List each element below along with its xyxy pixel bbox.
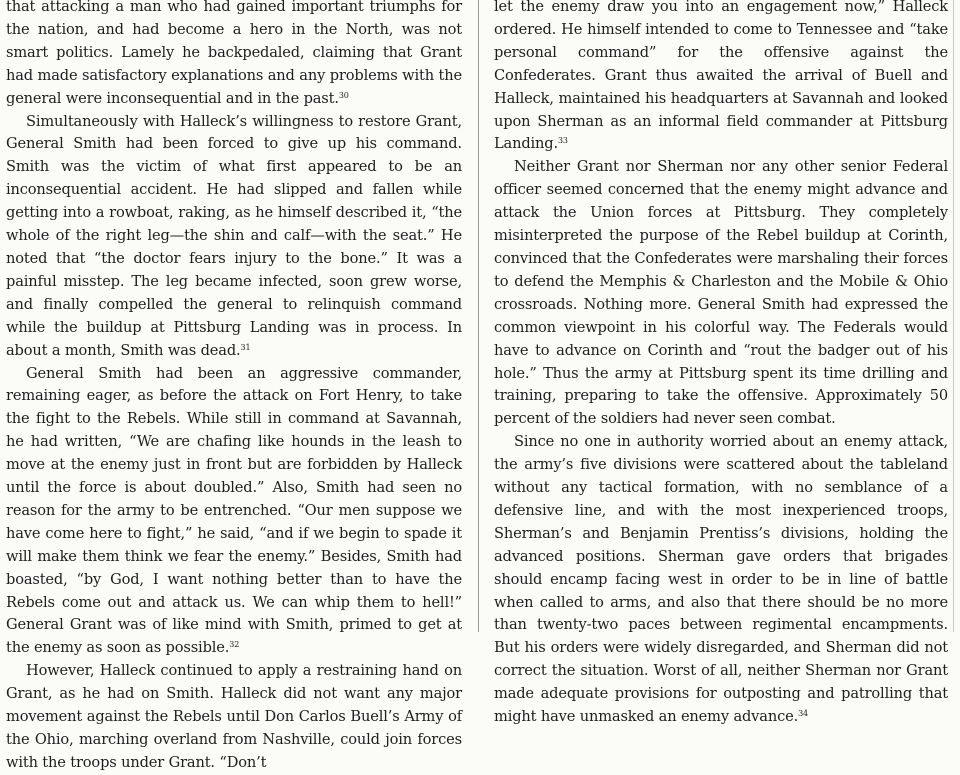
footnote-ref: 30 [338,90,349,100]
right-column [494,0,948,729]
footnote-ref: 34 [798,709,808,719]
page-edge [953,0,954,632]
paragraph: let the enemy draw you into an engagement now,” Halleck ordered. He himself intended to come to Tennessee and “take personal command” for the offensive against the Confederates. Grant thus awaited the arrival of Buell and Halleck, maintained his headquarters at Savannah and looked upon Sherman as an informal field commander at Pittsburg Landing.$^{33}$ [494,0,948,153]
footnote-ref: 33 [557,136,568,146]
paragraph: General Smith had been an aggressive commander, remaining eager, as before the attack on Fort Henry, to take the fight to the Rebels. While still in command at Savannah, he had written, “We are chafing like hounds in the leash to move at the enemy just in front but are forbidden by Halleck until the force is about doubled.” Also, Smith had seen no reason for the army to be entrenched. “Our men suppose we have come here to fight,” he said, “and if we begin to spade it will make them think we fear the enemy.” Besides, Smith had boasted, “by God, I want nothing better than to have the Rebels come out and attack us. We can whip them to hell!” General Grant was of like mind with Smith, primed to get at the enemy as soon as possible.$^{32}$ [6,364,462,657]
paragraph: that attacking a man who had gained important triumphs for the nation, and had become a hero in the North, was not smart politics. Lamely he backpedaled, claiming that Grant had made satisfactory explanations and any problems with the general were inconsequential and in the past.$^{30}$ [6,0,462,107]
paragraph: However, Halleck continued to apply a restraining hand on Grant, as he had on Smith. Halleck did not want any major movement against the Rebels until Don Carlos Buell’s Army of the Ohio, marching overland from Nashville, could join forces with the troops under Grant. “Don’t [6,662,462,771]
footnote-ref: 31 [240,342,251,352]
paragraph: Neither Grant nor Sherman nor any other senior Federal officer seemed concerned that the enemy might advance and attack the Union forces at Pittsburg. They completely misinterpreted the purpose of the Rebel buildup at Corinth, convinced that the Confederates were marshaling their forces to defend the Memphis & Charleston and the Mobile & Ohio crossroads. Nothing more. General Smith had expressed the common viewpoint in his colorful way. The Federals would have to advance on Corinth and “rout the badger out of his hole.” Thus the army at Pittsburg spent its time drilling and training, preparing to take the offensive. Approximately 50 percent of the soldiers had never seen combat. [494,158,948,428]
page-gutter-divider [478,0,479,632]
paragraph: Since no one in authority worried about an enemy attack, the army’s five divisions were scattered about the tableland without any tactical formation, with no semblance of a defensive line, and with the most inexperienced troops, Sherman’s and Benjamin Prentiss’s divisions, holding the advanced positions. Sherman gave orders that brigades should encamp facing west in order to be in line of battle when called to arms, and also that there should be no more than twenty-two paces between regimental encampments. But his orders were widely disregarded, and Sherman did not correct the situation. Worst of all, neither Sherman nor Grant made adequate provisions for outposting and patrolling that might have unmasked an enemy advance.$^{34}$ [494,433,948,726]
left-column [6,0,462,775]
paragraph: Simultaneously with Halleck’s willingness to restore Grant, General Smith had been forced to give up his command. Smith was the victim of what first appeared to be an inconsequential accident. He had slipped and fallen while getting into a rowboat, raking, as he himself described it, “the whole of the right leg—the shin and calf—with the seat.” He noted that “the doctor fears injury to the bone.” It was a painful misstep. The leg became infected, soon grew worse, and finally compelled the general to relinquish command while the buildup at Pittsburg Landing was in process. In about a month, Smith was dead.$^{31}$ [6,112,462,359]
footnote-ref: 32 [229,640,240,650]
